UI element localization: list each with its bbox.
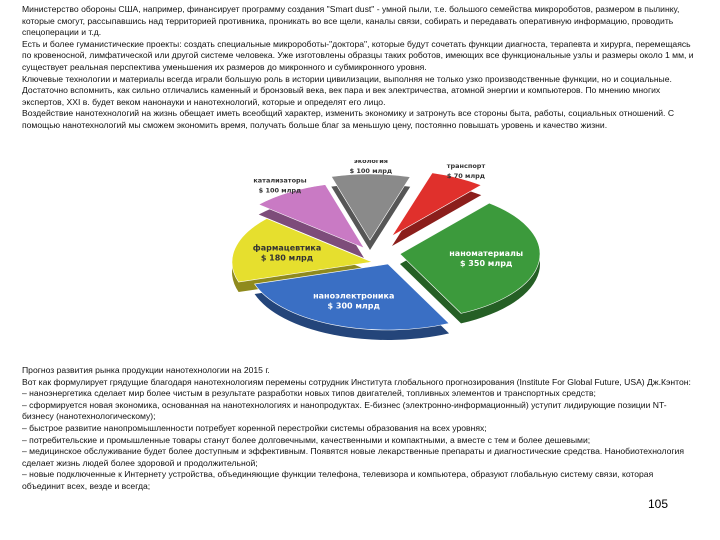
slice-value-label: $ 100 млрд — [349, 167, 393, 176]
paragraph: – медицинское обслуживание будет более доступным и эффективным. Появятся новые лекарственные препараты и диагностические средства. Нанобиотехнология сделает жизнь людей более здоровой и продолжительной; — [22, 446, 685, 468]
slice-name-label: транспорт — [446, 161, 486, 170]
slice-value-label: $ 300 млрд — [327, 301, 380, 311]
slice-name-label: экология — [353, 160, 388, 166]
slice-name-label: наноэлектроника — [313, 291, 395, 301]
top-text-block — [22, 4, 694, 132]
paragraph: – быстрое развитие нанопромышленности потребует коренной перестройки системы образования на всех уровнях; — [22, 422, 487, 433]
slice-value-label: $ 100 млрд — [258, 186, 302, 195]
paragraph: Ключевые технологии и материалы всегда играли большую роль в истории цивилизации, выполняя не только узко производственные функции, но и социальные. Достаточно вспомнить, как сильно отличались каменный и бронзовый века, век пара и век электричества, атомной энергии и компьютеров. По мнению многих экспертов, XXI в. будет веком нанонауки и нанотехнологий, которые и определят его лицо. — [22, 73, 672, 107]
slice-name-label: катализаторы — [253, 176, 307, 185]
paragraph: – наноэнергетика сделает мир более чистым в результате разработки новых типов двигателей, топливных элементов и транспортных средств; — [22, 388, 596, 399]
paragraph: Прогноз развития рынка продукции нанотехнологии на 2015 г. — [22, 365, 270, 375]
paragraph: – сформируется новая экономика, основанная на нанотехнологиях и нанопродуктах. Е-бизнес (электронно-информационный) уступит лидирующие позиции NT-бизнесу (нанотехнологическому); — [22, 399, 667, 422]
paragraph: Министерство обороны США, например, финансирует программу создания "Smart dust" - умной пыли, т.е. большого семейства микророботов, размером в пылинку, которые смогут, рассыпавшись над территорией противника, проникать во все щели, каналы связи, собирать и передавать оперативную информацию, проводить спецоперации и т.д. — [22, 4, 680, 38]
slice-name-label: фармацевтика — [252, 243, 322, 253]
paragraph: – потребительские и промышленные товары станут более долговечными, качественными и компактными, а вместе с тем и более дешевыми; — [22, 434, 591, 445]
paragraph: Вот как формулирует грядущие благодаря нанотехнологиям перемены сотрудник Института глобального прогнозирования (Institute For Global Future, USA) Дж.Кэнтон: — [22, 376, 691, 387]
slice-value-label: $ 180 млрд — [260, 253, 314, 263]
slice-value-label: $ 350 млрд — [459, 258, 513, 268]
slice-name-label: наноматериалы — [449, 248, 524, 258]
slice-value-label: $ 70 млрд — [446, 171, 486, 180]
paragraph: Есть и более гуманистические проекты: создать специальные микророботы-"доктора", которые будут сочетать функции диагноста, терапевта и хирурга, перемещаясь по кровеносной, лимфатической или другой системе человека. Уже изготовлены образцы таких роботов, имеющих все функциональные узлы и размеры около 1 мм, и существует реальная перспектива уменьшения их размеров до микронного и субмикронного уровня. — [22, 38, 694, 72]
bottom-text-block — [22, 365, 698, 493]
page-number: 105 — [648, 497, 669, 511]
paragraph: – новые подключенные к Интернету устройства, объединяющие функции телефона, телевизора и компьютера, образуют глобальную систему связи, которая объединит всех, везде и всегда; — [22, 469, 654, 491]
market-pie-chart — [200, 160, 560, 346]
paragraph: Воздействие нанотехнологий на жизнь обещает иметь всеобщий характер, изменить экономику и затронуть все стороны быта, работы, социальных отношений. С помощью нанотехнологий мы сможем экономить время, получать больше благ за меньшую цену, постоянно повышать уровень и качество жизни. — [22, 108, 675, 130]
pie-chart-svg — [200, 160, 560, 346]
